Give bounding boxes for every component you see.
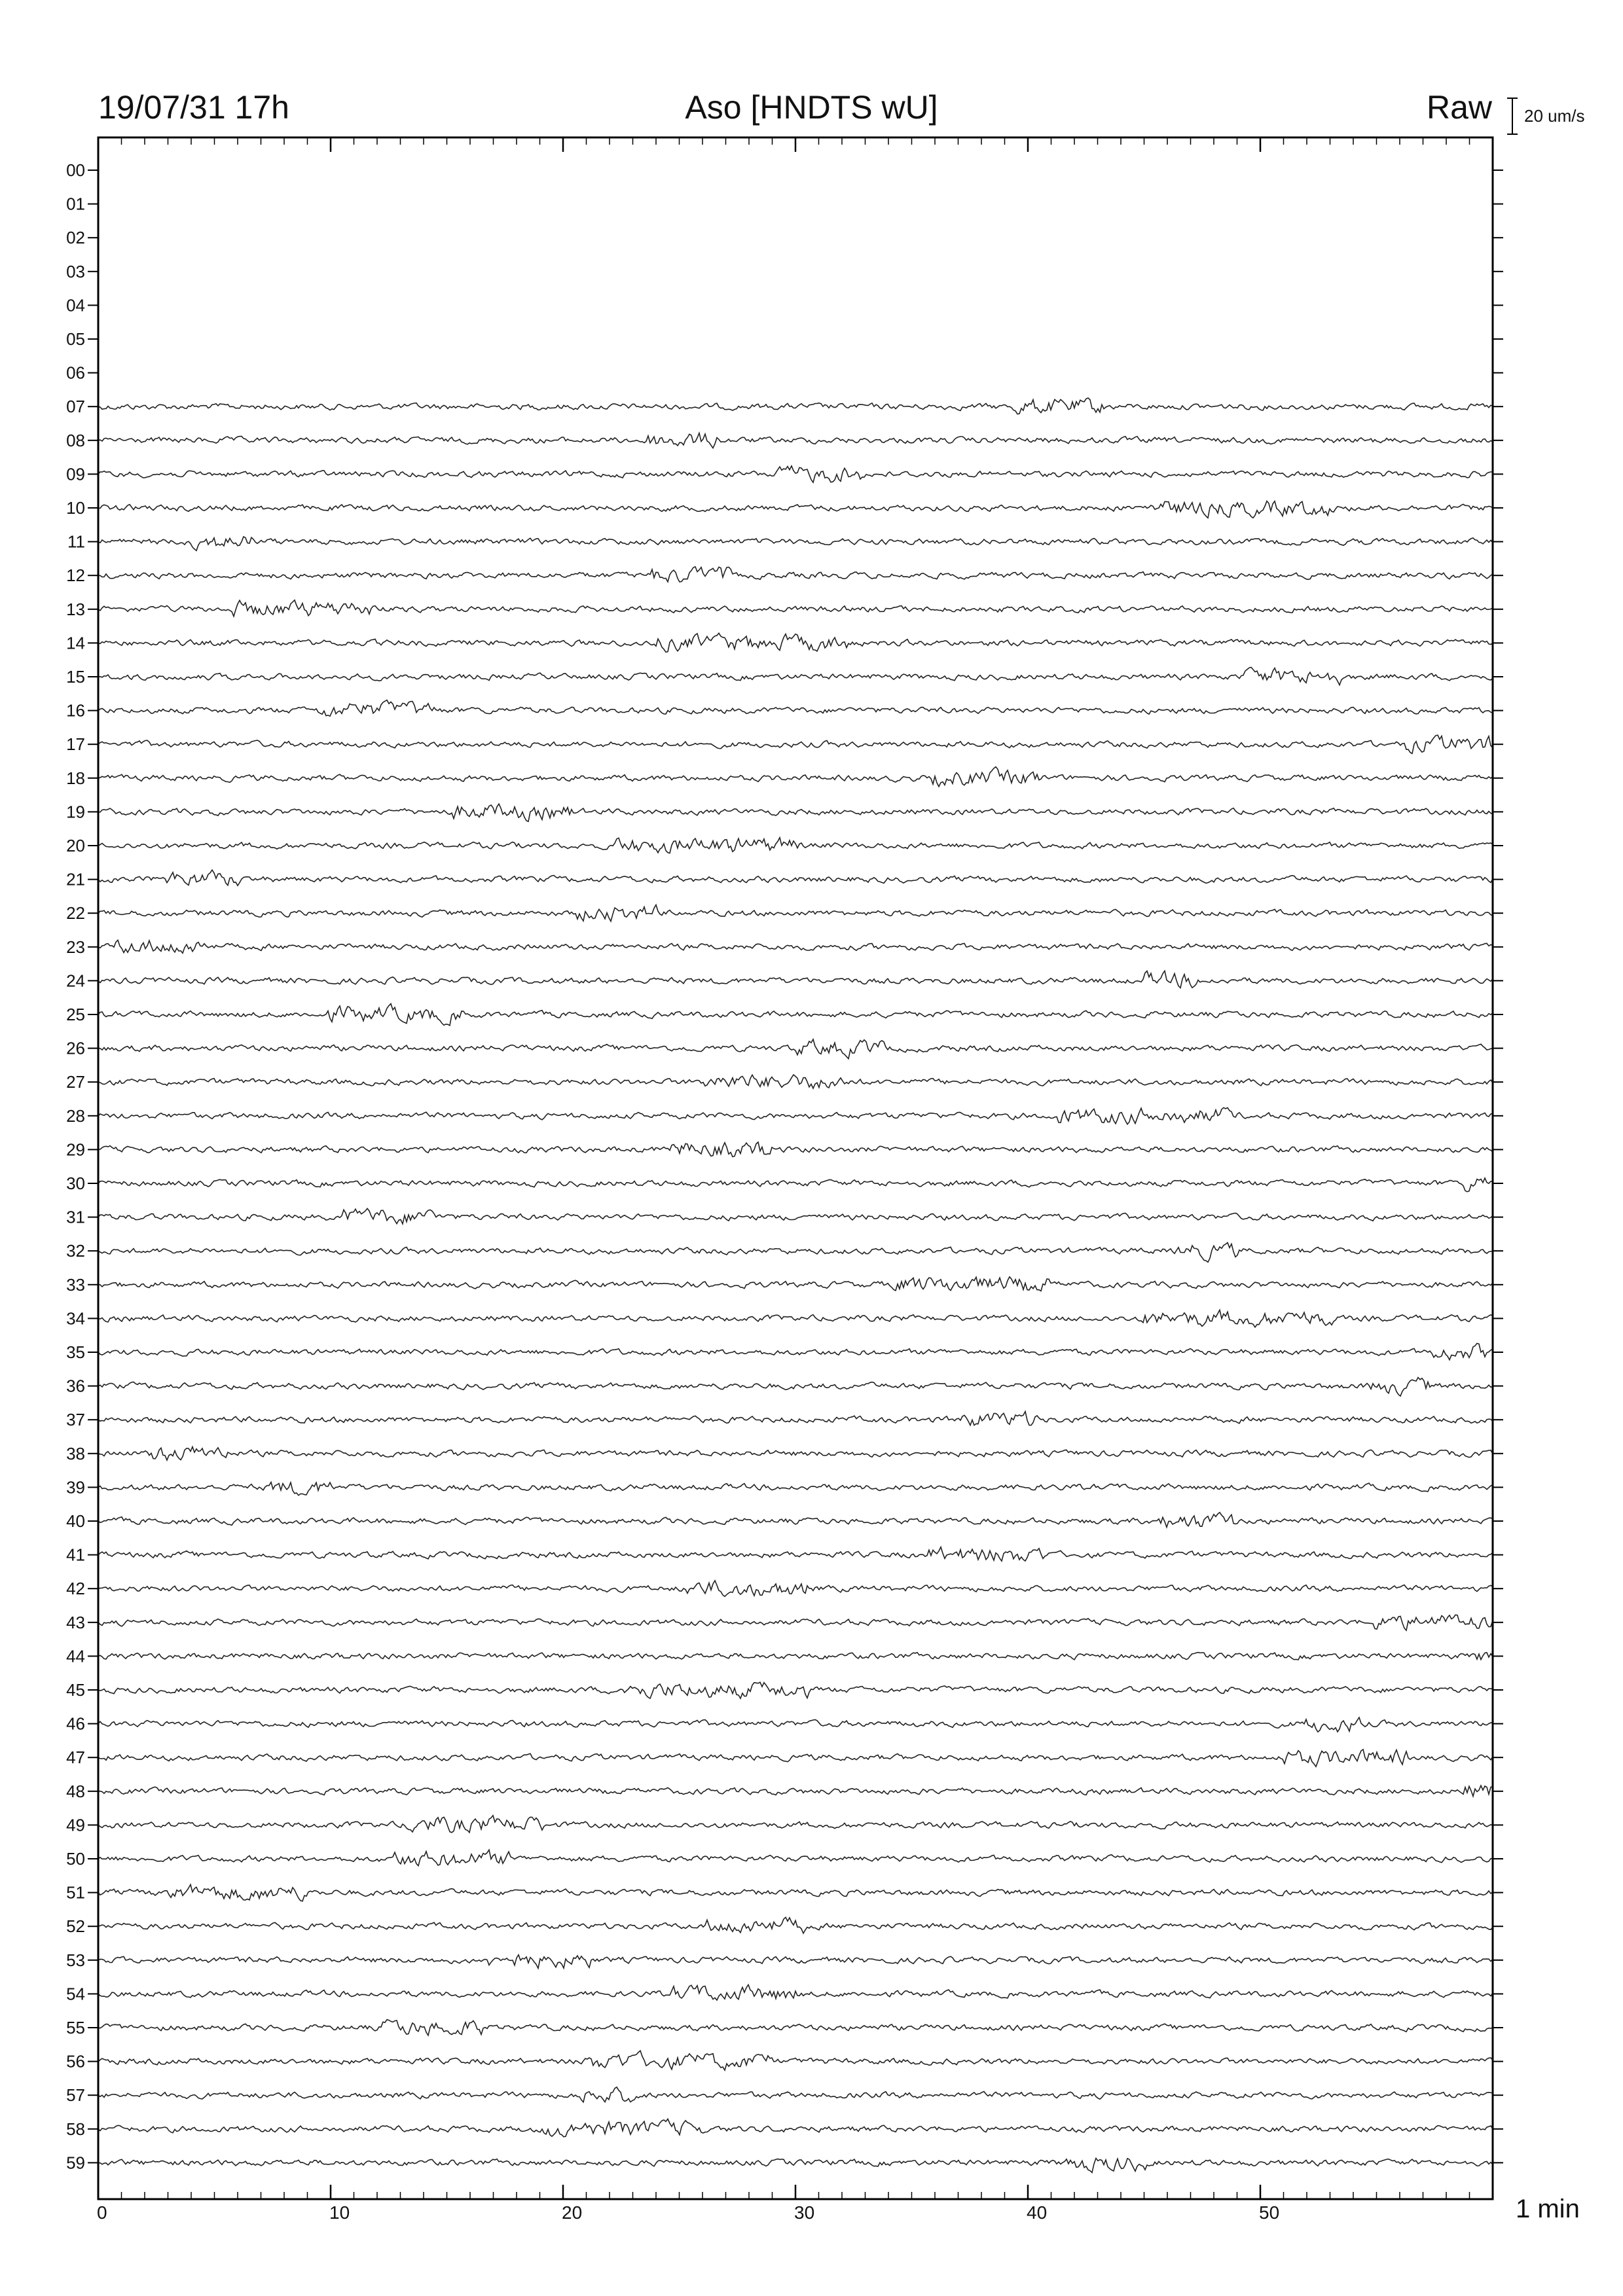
trace-row-31	[98, 1208, 1493, 1224]
trace-row-38	[98, 1447, 1493, 1460]
trace-row-50	[98, 1850, 1493, 1865]
row-label: 23	[66, 937, 85, 957]
row-label: 22	[66, 903, 85, 924]
row-label: 25	[66, 1005, 85, 1024]
row-label: 41	[66, 1545, 85, 1565]
trace-row-28	[98, 1107, 1493, 1124]
row-label: 50	[66, 1849, 85, 1869]
row-label: 20	[66, 836, 85, 855]
row-label: 37	[66, 1410, 85, 1430]
trace-row-20	[98, 838, 1493, 853]
trace-row-14	[98, 633, 1493, 652]
row-label: 24	[66, 971, 85, 991]
row-label: 54	[66, 1984, 85, 2004]
trace-row-07	[98, 398, 1493, 414]
trace-row-39	[98, 1482, 1493, 1496]
row-label: 51	[66, 1882, 85, 1903]
row-label: 31	[66, 1207, 85, 1227]
trace-row-24	[98, 971, 1493, 988]
row-label: 19	[66, 802, 85, 822]
row-label: 39	[66, 1477, 85, 1498]
row-label: 03	[66, 261, 85, 281]
row-label: 21	[66, 869, 85, 889]
chart-mode: Raw	[1426, 89, 1492, 126]
trace-row-52	[98, 1917, 1493, 1933]
row-label: 17	[66, 734, 85, 755]
row-label: 01	[66, 194, 85, 214]
trace-row-12	[98, 567, 1493, 582]
trace-row-36	[98, 1378, 1493, 1397]
trace-row-59	[98, 2159, 1493, 2173]
trace-row-35	[98, 1343, 1493, 1359]
row-label: 48	[66, 1781, 85, 1801]
row-label: 29	[66, 1139, 85, 1160]
row-label: 47	[66, 1748, 85, 1768]
trace-row-41	[98, 1547, 1493, 1561]
row-label: 32	[66, 1241, 85, 1261]
trace-row-51	[98, 1884, 1493, 1901]
trace-row-34	[98, 1310, 1493, 1327]
trace-row-49	[98, 1816, 1493, 1833]
row-label: 13	[66, 599, 85, 619]
row-label: 42	[66, 1579, 85, 1599]
row-label: 49	[66, 1815, 85, 1835]
x-unit-label: 1 min	[1516, 2195, 1580, 2223]
row-label: 07	[66, 397, 85, 417]
x-tick-label: 20	[562, 2202, 583, 2223]
trace-row-26	[98, 1039, 1493, 1059]
trace-row-09	[98, 466, 1493, 482]
row-label: 44	[66, 1646, 85, 1666]
scale-bar	[1507, 98, 1585, 134]
row-labels	[66, 160, 1503, 2172]
row-label: 53	[66, 1950, 85, 1970]
row-label: 14	[66, 633, 85, 653]
row-label: 59	[66, 2153, 85, 2173]
trace-row-30	[98, 1178, 1493, 1192]
trace-row-17	[98, 735, 1493, 753]
row-label: 10	[66, 498, 85, 518]
row-label: 52	[66, 1916, 85, 1937]
trace-row-08	[98, 433, 1493, 448]
row-label: 15	[66, 667, 85, 687]
row-label: 26	[66, 1038, 85, 1058]
row-label: 35	[66, 1342, 85, 1362]
row-label: 00	[66, 160, 85, 180]
scale-label: 20 um/s	[1524, 106, 1585, 126]
trace-row-56	[98, 2051, 1493, 2070]
row-label: 16	[66, 700, 85, 721]
trace-row-57	[98, 2087, 1493, 2102]
row-label: 18	[66, 768, 85, 788]
row-label: 34	[66, 1308, 85, 1329]
x-tick-label: 30	[794, 2202, 815, 2223]
x-tick-label: 0	[97, 2202, 107, 2223]
trace-row-58	[98, 2119, 1493, 2137]
trace-row-43	[98, 1615, 1493, 1630]
row-label: 45	[66, 1680, 85, 1700]
trace-row-48	[98, 1785, 1493, 1796]
trace-row-42	[98, 1581, 1493, 1596]
trace-row-13	[98, 600, 1493, 617]
trace-row-45	[98, 1682, 1493, 1698]
row-label: 55	[66, 2018, 85, 2037]
trace-row-54	[98, 1984, 1493, 2000]
row-label: 57	[66, 2085, 85, 2106]
trace-row-19	[98, 804, 1493, 821]
seismic-traces	[98, 398, 1493, 2172]
row-label: 09	[66, 464, 85, 484]
trace-row-33	[98, 1277, 1493, 1291]
row-label: 46	[66, 1713, 85, 1734]
trace-row-46	[98, 1717, 1493, 1732]
row-label: 36	[66, 1376, 85, 1396]
row-label: 12	[66, 565, 85, 586]
row-label: 28	[66, 1105, 85, 1126]
trace-row-44	[98, 1653, 1493, 1660]
trace-row-23	[98, 940, 1493, 953]
trace-row-55	[98, 2020, 1493, 2036]
trace-row-11	[98, 537, 1493, 550]
row-label: 30	[66, 1174, 85, 1193]
trace-row-53	[98, 1955, 1493, 1969]
trace-row-29	[98, 1142, 1493, 1157]
x-tick-label: 50	[1259, 2202, 1280, 2223]
trace-row-37	[98, 1412, 1493, 1426]
plot-frame	[98, 137, 1493, 2199]
trace-row-25	[98, 1004, 1493, 1026]
row-label: 04	[66, 295, 85, 315]
trace-row-27	[98, 1075, 1493, 1088]
x-tick-label: 40	[1027, 2202, 1048, 2223]
trace-row-10	[98, 501, 1493, 518]
row-label: 33	[66, 1274, 85, 1295]
trace-row-32	[98, 1243, 1493, 1263]
trace-row-15	[98, 668, 1493, 685]
row-label: 40	[66, 1511, 85, 1531]
row-label: 02	[66, 228, 85, 248]
trace-row-40	[98, 1513, 1493, 1528]
row-label: 27	[66, 1072, 85, 1092]
trace-row-21	[98, 870, 1493, 886]
x-tick-label: 10	[329, 2202, 350, 2223]
row-label: 05	[66, 329, 85, 349]
trace-row-16	[98, 700, 1493, 717]
row-label: 58	[66, 2119, 85, 2139]
row-label: 11	[67, 531, 85, 552]
trace-row-47	[98, 1749, 1493, 1767]
trace-row-22	[98, 905, 1493, 922]
chart-title: Aso [HNDTS wU]	[685, 89, 938, 126]
row-label: 08	[66, 430, 85, 450]
row-label: 38	[66, 1443, 85, 1463]
row-label: 43	[66, 1612, 85, 1632]
chart-date: 19/07/31 17h	[98, 89, 289, 126]
row-label: 56	[66, 2051, 85, 2072]
trace-row-18	[98, 767, 1493, 787]
row-label: 06	[66, 363, 85, 383]
